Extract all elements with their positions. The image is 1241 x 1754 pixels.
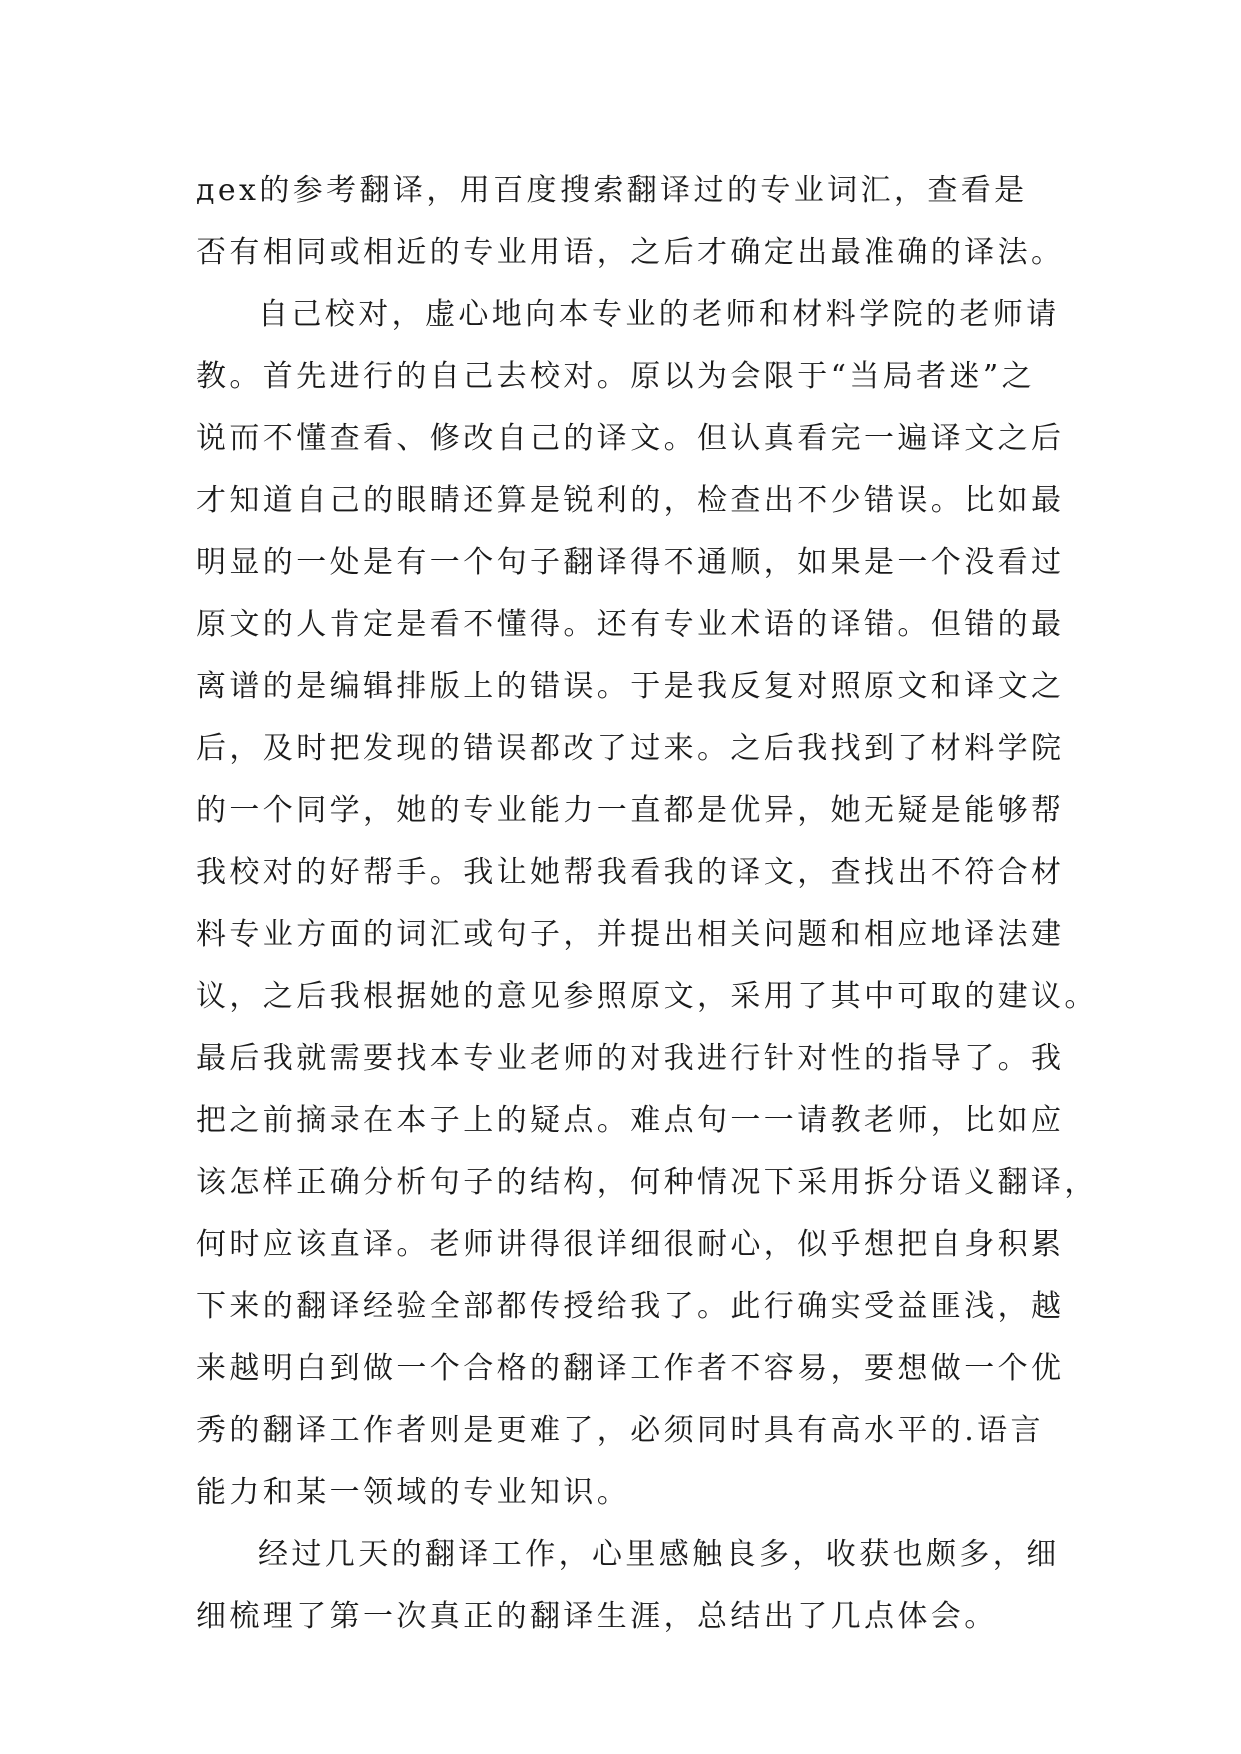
text-line: 经过几天的翻译工作，心里感触良多，收获也颇多，细 (258, 1537, 1060, 1572)
text-line: 否有相同或相近的专业用语，之后才确定出最准确的译法。 (196, 235, 1065, 270)
text-line: 能力和某一领域的专业知识。 (196, 1475, 631, 1510)
text-line: 原文的人肯定是看不懂得。还有专业术语的译错。但错的最 (196, 607, 1065, 642)
text-line: 把之前摘录在本子上的疑点。难点句一一请教老师，比如应 (196, 1103, 1065, 1138)
text-line: 何时应该直译。老师讲得很详细很耐心，似乎想把自身积累 (196, 1227, 1065, 1262)
text-line: 来越明白到做一个合格的翻译工作者不容易，要想做一个优 (196, 1351, 1065, 1386)
text-line: 议，之后我根据她的意见参照原文，采用了其中可取的建议。 (196, 979, 1098, 1014)
text-line: 下来的翻译经验全部都传授给我了。此行确实受益匪浅，越 (196, 1289, 1065, 1324)
text-line: 该怎样正确分析句子的结构，何种情况下采用拆分语义翻译， (196, 1165, 1098, 1200)
text-line: 离谱的是编辑排版上的错误。于是我反复对照原文和译文之 (196, 669, 1065, 704)
text-line: 才知道自己的眼睛还算是锐利的，检查出不少错误。比如最 (196, 483, 1065, 518)
paragraph-summary (196, 1524, 1076, 1648)
paragraph-continued (196, 160, 1076, 284)
text-line: 后，及时把发现的错误都改了过来。之后我找到了材料学院 (196, 731, 1065, 766)
text-line: 细梳理了第一次真正的翻译生涯，总结出了几点体会。 (196, 1599, 998, 1634)
text-line: 的一个同学，她的专业能力一直都是优异，她无疑是能够帮 (196, 793, 1065, 828)
text-line: 料专业方面的词汇或句子，并提出相关问题和相应地译法建 (196, 917, 1065, 952)
text-line: 自己校对，虚心地向本专业的老师和材料学院的老师请 (258, 297, 1060, 332)
text-line: дex的参考翻译，用百度搜索翻译过的专业词汇，查看是 (196, 173, 1028, 208)
body-text (196, 160, 1098, 1648)
text-line: 秀的翻译工作者则是更难了，必须同时具有高水平的.语言 (196, 1413, 1044, 1448)
text-line: 教。首先进行的自己去校对。原以为会限于“当局者迷”之 (196, 359, 1036, 394)
paragraph-self-proofreading (196, 284, 1098, 1524)
text-line: 最后我就需要找本专业老师的对我进行针对性的指导了。我 (196, 1041, 1065, 1076)
text-line: 我校对的好帮手。我让她帮我看我的译文，查找出不符合材 (196, 855, 1065, 890)
text-line: 明显的一处是有一个句子翻译得不通顺，如果是一个没看过 (196, 545, 1065, 580)
text-line: 说而不懂查看、修改自己的译文。但认真看完一遍译文之后 (196, 421, 1065, 456)
